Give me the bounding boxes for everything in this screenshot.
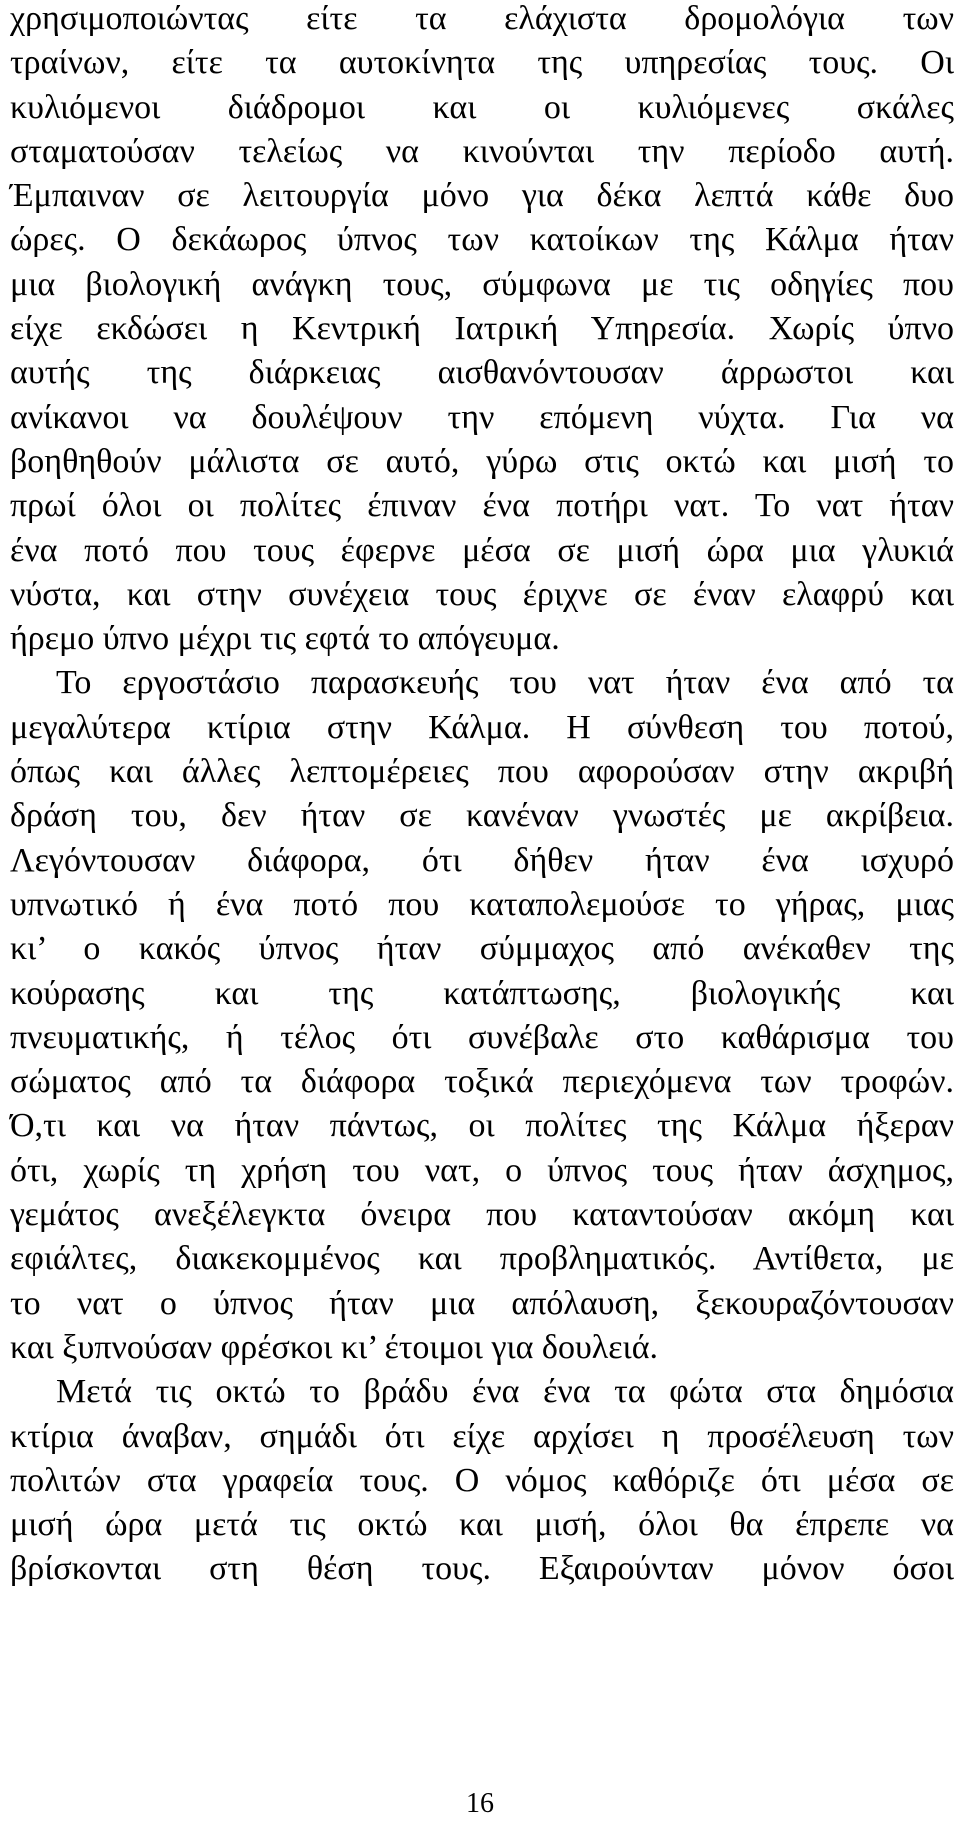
text-line: Μετά τις οκτώ το βράδυ ένα ένα τα φώτα στα δημόσια [56,1373,954,1411]
text-line: υπνωτικό ή ένα ποτό που καταπολεμούσε το γήρας, μιας [10,885,954,923]
text-line: κούρασης και της κατάπτωσης, βιολογικής και [10,974,954,1012]
text-line: κι’ ο κακός ύπνος ήταν σύμμαχος από ανέκαθεν της [10,930,954,968]
text-line: μια βιολογική ανάγκη τους, σύμφωνα με τις οδηγίες που [10,265,954,303]
body-text [10,0,954,1592]
text-line: και ξυπνούσαν φρέσκοι κι’ έτοιμοι για δουλειά. [10,1328,659,1366]
text-line: κτίρια άναβαν, σημάδι ότι είχε αρχίσει η προσέλευση των [10,1417,954,1455]
text-line: είχε εκδώσει η Κεντρική Ιατρική Υπηρεσία. Χωρίς ύπνο [10,310,954,348]
text-line: νύστα, και στην συνέχεια τους έριχνε σε έναν ελαφρύ και [10,575,954,613]
text-line: σώματος από τα διάφορα τοξικά περιεχόμενα των τροφών. [10,1063,954,1101]
text-line: μισή ώρα μετά τις οκτώ και μισή, όλοι θα έπρεπε να [10,1506,954,1544]
page-number: 16 [466,1788,494,1819]
text-line: Λεγόντουσαν διάφορα, ότι δήθεν ήταν ένα ισχυρό [10,841,954,879]
text-line: ανίκανοι να δουλέψουν την επόμενη νύχτα. Για να [10,398,954,436]
text-line: εφιάλτες, διακεκομμένος και προβληματικός. Αντίθετα, με [10,1240,954,1278]
text-line: μεγαλύτερα κτίρια στην Κάλμα. Η σύνθεση του ποτού, [10,708,954,746]
text-line: τραίνων, είτε τα αυτοκίνητα της υπηρεσίας τους. Οι [10,44,954,82]
text-line: ήρεμο ύπνο μέχρι τις εφτά το απόγευμα. [10,620,560,658]
text-line: όπως και άλλες λεπτομέρειες που αφορούσαν στην ακριβή [10,753,954,791]
text-line: χρησιμοποιώντας είτε τα ελάχιστα δρομολόγια των [10,0,954,37]
text-line: Ό,τι και να ήταν πάντως, οι πολίτες της Κάλμα ήξεραν [10,1107,954,1145]
text-line: πρωί όλοι οι πολίτες έπιναν ένα ποτήρι νατ. Το νατ ήταν [10,487,954,525]
text-line: κυλιόμενοι διάδρομοι και οι κυλιόμενες σκάλες [10,88,954,126]
text-line: ώρες. Ο δεκάωρος ύπνος των κατοίκων της Κάλμα ήταν [10,221,954,259]
text-line: αυτής της διάρκειας αισθανόντουσαν άρρωστοι και [10,354,954,392]
text-line: σταματούσαν τελείως να κινούνται την περίοδο αυτή. [10,132,954,170]
text-line: πολιτών στα γραφεία τους. Ο νόμος καθόριζε ότι μέσα σε [10,1461,954,1499]
text-line: βρίσκονται στη θέση τους. Εξαιρούνταν μόνον όσοι [10,1550,954,1588]
text-line: Έμπαιναν σε λειτουργία μόνο για δέκα λεπτά κάθε δυο [10,177,954,215]
text-line: πνευματικής, ή τέλος ότι συνέβαλε στο καθάρισμα του [10,1018,954,1056]
text-line: δράση του, δεν ήταν σε κανέναν γνωστές με ακρίβεια. [10,797,954,835]
text-line: ότι, χωρίς τη χρήση του νατ, ο ύπνος τους ήταν άσχημος, [10,1151,954,1189]
text-line: γεμάτος ανεξέλεγκτα όνειρα που καταντούσαν ακόμη και [10,1196,954,1234]
text-line: ένα ποτό που τους έφερνε μέσα σε μισή ώρα μια γλυκιά [10,531,954,569]
text-line: Το εργοστάσιο παρασκευής του νατ ήταν ένα από τα [56,664,954,702]
text-line: το νατ ο ύπνος ήταν μια απόλαυση, ξεκουραζόντουσαν [10,1284,954,1322]
text-line: βοηθηθούν μάλιστα σε αυτό, γύρω στις οκτώ και μισή το [10,442,954,480]
